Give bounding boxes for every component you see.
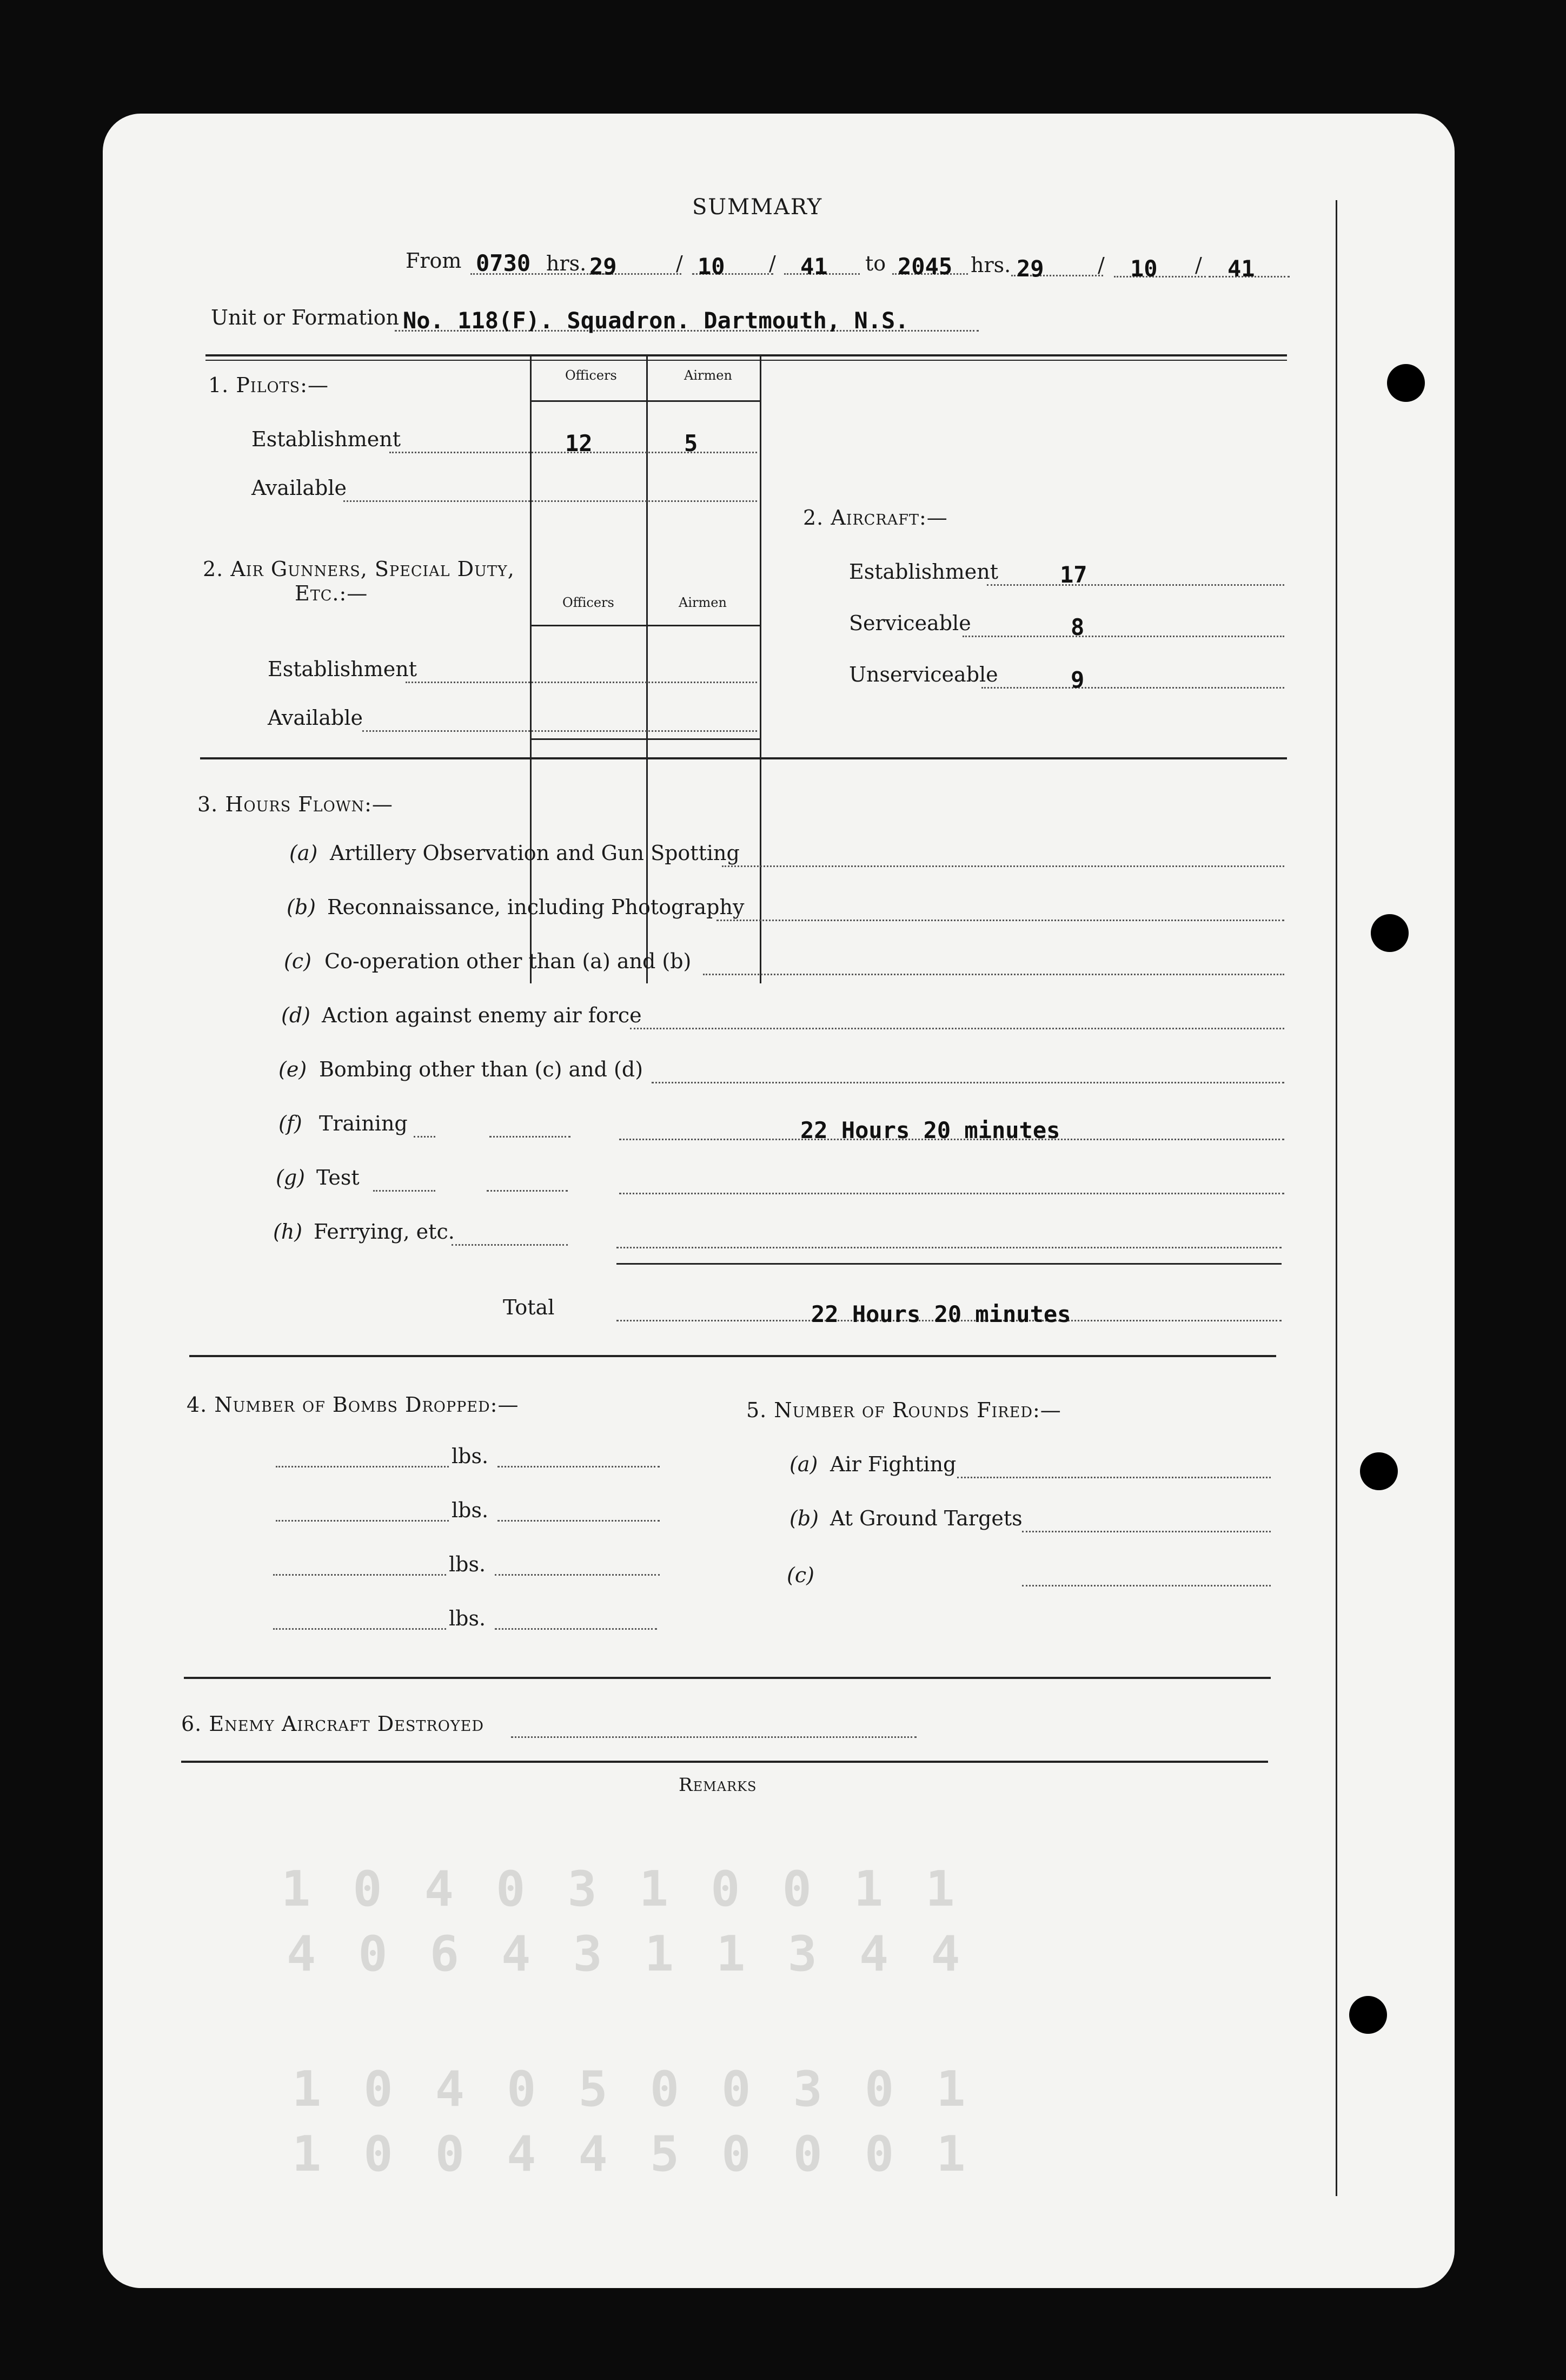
bombs-heading: 4. Number of Bombs Dropped:— (187, 1393, 519, 1417)
from-slash-1: / (676, 252, 683, 275)
binder-hole-3 (1360, 1452, 1398, 1490)
unit-label: Unit or Formation (211, 306, 399, 329)
hours-d-label: Action against enemy air force (322, 1003, 642, 1027)
aircraft-establishment-label: Establishment (849, 560, 999, 584)
pilots-establishment-airmen: 5 (684, 430, 698, 457)
to-day: 29 (1017, 255, 1044, 282)
pilots-col-officers: Officers (565, 368, 617, 383)
to-year: 41 (1227, 255, 1255, 282)
hours-c-label: Co-operation other than (a) and (b) (324, 949, 692, 973)
aircraft-serviceable-value: 8 (1071, 614, 1085, 640)
hours-total-value: 22 Hours 20 minutes (811, 1301, 1071, 1327)
gunners-col-officers: Officers (562, 595, 614, 610)
aircraft-serviceable-label: Serviceable (849, 611, 971, 635)
hours-b-letter: (b) (287, 895, 316, 919)
remarks-label: Remarks (679, 1774, 757, 1796)
rounds-b-letter: (b) (789, 1506, 819, 1530)
to-label: to (865, 252, 886, 275)
to-month: 10 (1130, 255, 1158, 282)
hours-f-letter: (f) (278, 1112, 302, 1135)
rounds-heading: 5. Number of Rounds Fired:— (746, 1398, 1061, 1422)
form-card: SUMMARY From 0730 hrs. 29 / 10 / 41 to 2045 hrs. 29 / 10 / 41 Unit or Formation No. 118(F). Squadron. Dartmouth, N.S. Officers Airmen 1. Pilots:— Establishment 12 5 Available 2. Air Gunners, Special Duty, Etc.:— Officers Airmen Establishment Available 2. Aircraft:— Establishment 17 Serviceable 8 Unserviceable 9 3. Hours Flown:— (a) Artillery Observation and Gun Spotting (b) Reconnaissance, including Photography (c) Co-operation other than (a) and (b) (d) Action against enemy air force (e) Bombing other than (c) and (d) (f) Training 22 Hours 20 minutes (g) Test (h) Ferrying, etc. Total 22 Hours 20 minutes 4. Number of Bombs Dropped:— lbs. lbs. lbs. lbs. 5. Number of Rounds Fired:— (a) Air Fighting (b) At Ground Targets (c) 6. Enemy Aircraft Destroyed Remarks 1 0 4 0 3 1 0 0 1 1 4 0 6 4 3 1 1 3 4 4 1 0 4 0 5 0 0 3 0 1 1 0 0 4 4 5 0 0 0 1 (103, 114, 1455, 2288)
from-day: 29 (589, 253, 617, 280)
unit-value: No. 118(F). Squadron. Dartmouth, N.S. (403, 307, 909, 334)
hours-total-label: Total (503, 1295, 555, 1319)
aircraft-heading: 2. Aircraft:— (803, 506, 948, 530)
bombs-unit-1: lbs. (452, 1444, 489, 1468)
from-month: 10 (698, 253, 725, 280)
rounds-a-letter: (a) (789, 1452, 818, 1476)
hours-a-label: Artillery Observation and Gun Spotting (330, 841, 740, 865)
hours-d-letter: (d) (281, 1003, 310, 1027)
rounds-b-label: At Ground Targets (830, 1506, 1023, 1530)
gunners-heading-line1: 2. Air Gunners, Special Duty, (203, 557, 515, 581)
from-year: 41 (800, 253, 828, 280)
rounds-c-letter: (c) (787, 1563, 814, 1587)
pilots-col-airmen: Airmen (684, 368, 732, 383)
bombs-unit-3: lbs. (449, 1552, 486, 1576)
hours-c-letter: (c) (284, 949, 311, 973)
pilots-heading: 1. Pilots:— (208, 373, 329, 397)
to-slash-2: / (1195, 253, 1202, 277)
to-slash-1: / (1098, 253, 1105, 277)
to-time: 2045 (898, 253, 953, 280)
enemy-aircraft-label: 6. Enemy Aircraft Destroyed (181, 1712, 485, 1736)
hours-e-letter: (e) (278, 1057, 307, 1081)
pilots-establishment-label: Establishment (251, 427, 401, 451)
hours-h-label: Ferrying, etc. (314, 1220, 455, 1244)
to-hrs-label: hrs. (971, 253, 1011, 277)
rounds-a-label: Air Fighting (830, 1452, 957, 1476)
hours-g-letter: (g) (276, 1166, 305, 1189)
from-hrs-label: hrs. (546, 252, 587, 275)
pilots-establishment-officers: 12 (565, 430, 593, 457)
hours-heading: 3. Hours Flown:— (197, 792, 393, 816)
hours-a-letter: (a) (289, 841, 318, 865)
from-time: 0730 (476, 250, 531, 276)
binder-hole-1 (1387, 364, 1425, 402)
gunners-heading-line2: Etc.:— (295, 581, 368, 605)
hours-f-label: Training (319, 1112, 408, 1135)
hours-g-label: Test (316, 1166, 360, 1189)
pilots-available-label: Available (251, 476, 347, 500)
aircraft-unserviceable-value: 9 (1071, 666, 1085, 693)
aircraft-unserviceable-label: Unserviceable (849, 663, 998, 686)
from-label: From (406, 249, 462, 273)
bombs-unit-2: lbs. (452, 1498, 489, 1522)
summary-title: SUMMARY (692, 195, 823, 220)
binder-hole-2 (1371, 914, 1409, 952)
gunners-available-label: Available (268, 706, 363, 730)
hours-f-value: 22 Hours 20 minutes (800, 1117, 1060, 1143)
hours-e-label: Bombing other than (c) and (d) (319, 1057, 643, 1081)
from-slash-2: / (769, 252, 776, 275)
hours-b-label: Reconnaissance, including Photography (327, 895, 745, 919)
bombs-unit-4: lbs. (449, 1606, 486, 1630)
hours-h-letter: (h) (273, 1220, 303, 1244)
gunners-establishment-label: Establishment (268, 657, 417, 681)
binder-hole-4 (1349, 1996, 1387, 2034)
gunners-col-airmen: Airmen (679, 595, 727, 610)
aircraft-establishment-value: 17 (1060, 561, 1087, 588)
